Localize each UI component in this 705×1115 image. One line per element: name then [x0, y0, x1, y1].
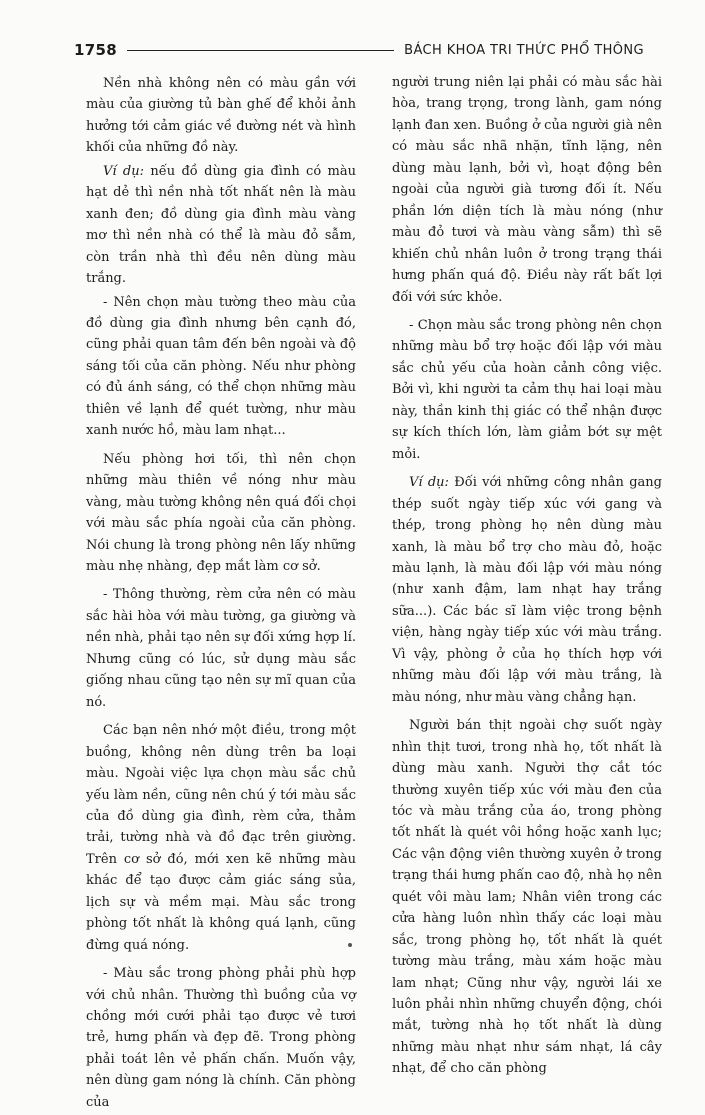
example-text: nếu đồ dùng gia đình có màu hạt dẻ thì nền nhà tốt nhất nên là màu xanh đen; đồ dùng gia đình màu vàng mơ thì nền nhà có thể là màu đỏ sẫm, còn trần nhà thì đều nên dùng màu trắng.: [86, 163, 356, 287]
paragraph-example: [86, 161, 356, 290]
paragraph: - Thông thường, rèm cửa nên có màu sắc hài hòa với màu tường, ga giường và nền nhà, phải tạo nên sự đối xứng hợp lí. Nhưng cũng có lúc, sử dụng màu sắc giống nhau cũng tạo nên sự mĩ quan của nó.: [86, 587, 356, 710]
paragraph: - Chọn màu sắc trong phòng nên chọn những màu bổ trợ hoặc đối lập với màu sắc chủ yếu của hoàn cảnh công việc. Bởi vì, khi người ta cảm thụ hai loại màu này, thần kinh thị giác có thể nhận được sự kích thích lớn, làm giảm bớt sự mệt mỏi.: [392, 317, 662, 462]
running-header: [74, 38, 644, 62]
page-speck: [348, 943, 352, 947]
paragraph: Người bán thịt ngoài chợ suốt ngày nhìn thịt tươi, trong nhà họ, tốt nhất là dùng màu xanh. Người thợ cắt tóc thường xuyên tiếp xúc với màu đen của tóc và màu trắng của áo, trong phòng tốt nhất là quét vôi hồng hoặc xanh lục; Các vận động viên thường xuyên ở trong trạng thái hưng phấn cao độ, nhà họ nên quét vôi màu lam; Nhân viên trong các cửa hàng luôn nhìn thấy các loại màu sắc, trong phòng họ, tốt nhất là quét tường màu trắng, màu xám hoặc màu lam nhạt; Cũng như vậy, người lái xe luôn phải nhìn những chuyển động, chói mắt, tường nhà họ tốt nhất là dùng những màu nhạt như sám nhạt, lá cây nhạt, để cho căn phòng: [392, 718, 662, 1077]
paragraph-example: [392, 472, 662, 708]
example-label: Ví dụ:: [409, 475, 449, 491]
example-label: Ví dụ:: [103, 163, 144, 179]
paragraph: Nếu phòng hơi tối, thì nên chọn những màu thiên về nóng như màu vàng, màu tường không nên quá đối chọi với màu sắc phía ngoài của căn phòng. Nói chung là trong phòng nên lấy những màu nhẹ nhàng, đẹp mắt làm cơ sở.: [86, 451, 356, 574]
paragraph: Các bạn nên nhớ một điều, trong một buồng, không nên dùng trên ba loại màu. Ngoài việc lựa chọn màu sắc chủ yếu làm nền, cũng nên chú ý tới màu sắc của đồ dùng gia đình, rèm cửa, thảm trải, tường nhà và đồ đạc trên giường. Trên cơ sở đó, mới xen kẽ những màu khác để tạo được cảm giác sáng sủa, lịch sự và mềm mại. Màu sắc trong phòng tốt nhất là không quá lạnh, cũng đừng quá nóng.: [86, 723, 356, 953]
paragraph: Nền nhà không nên có màu gần với màu của giường tủ bàn ghế để khỏi ảnh hưởng tới cảm giác về đường nét và hình khối của những đồ này.: [86, 76, 356, 156]
paragraph-continued: người trung niên lại phải có màu sắc hài hòa, trang trọng, trong lành, gam nóng lạnh đan xen. Buồng ở của người già nên có màu sắc nhã nhặn, tĩnh lặng, nên dùng màu lạnh, bởi vì, hoạt động bên ngoài của người già tương đối ít. Nếu phần lớn diện tích là màu nóng (như màu đỏ tươi và màu vàng sẫm) thì sẽ khiến chủ nhân luôn ở trong trạng thái hưng phấn quá độ. Điều này rất bất lợi đối với sức khỏe.: [392, 75, 662, 305]
left-column: [86, 73, 356, 1115]
header-rule: [127, 50, 394, 51]
paragraph: - Nên chọn màu tường theo màu của đồ dùng gia đình nhưng bên cạnh đó, cũng phải quan tâm đến bên ngoài và độ sáng tối của căn phòng. Nếu như phòng có đủ ánh sáng, có thể chọn những màu thiên về lạnh để quét tường, như màu xanh nước hồ, màu lam nhạt...: [86, 294, 356, 439]
page-number: 1758: [74, 41, 117, 59]
paragraph: - Màu sắc trong phòng phải phù hợp với chủ nhân. Thường thì buồng của vợ chồng mới cưới phải tạo được vẻ tươi trẻ, hưng phấn và đẹp đẽ. Trong phòng phải toát lên vẻ phấn chấn. Muốn vậy, nên dùng gam nóng là chính. Căn phòng của: [86, 966, 356, 1110]
right-column: [392, 72, 662, 1082]
example-text: Đối với những công nhân gang thép suốt ngày tiếp xúc với gang và thép, trong phòng họ nên dùng màu xanh, là màu bổ trợ cho màu đỏ, hoặc màu lạnh, là màu đối lập với màu nóng (như xanh đậm, lam nhạt hay trắng sữa...). Các bác sĩ làm việc trong bệnh viện, hàng ngày tiếp xúc với màu trắng. Vì vậy, phòng ở của họ thích hợp với những màu đối lập với màu trắng, là màu nóng, như màu vàng chẳng hạn.: [392, 475, 662, 705]
running-title: BÁCH KHOA TRI THỨC PHỔ THÔNG: [404, 42, 644, 58]
